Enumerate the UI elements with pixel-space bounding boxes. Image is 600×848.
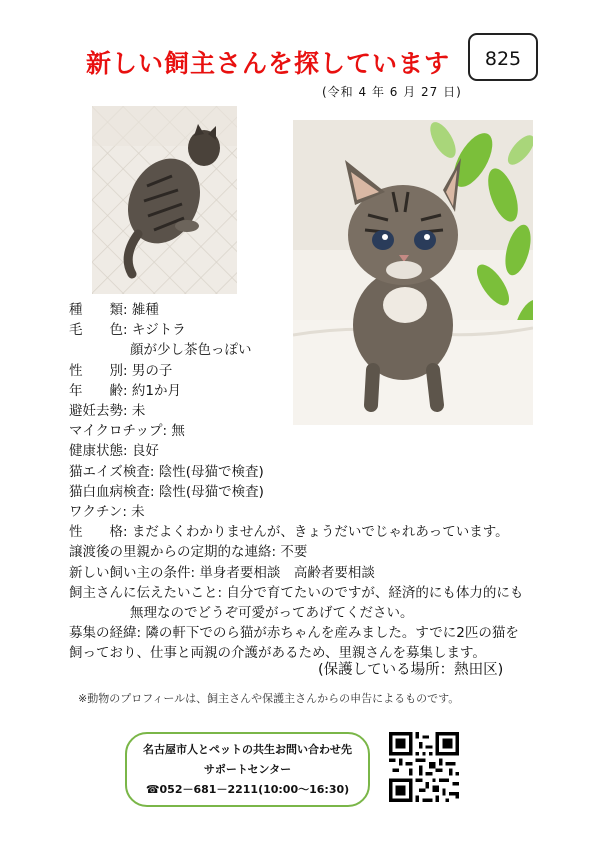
profile-value: 男の子 <box>127 362 173 379</box>
protection-location: (保護している場所：熱田区) <box>318 662 504 678</box>
profile-label: 年 齢: <box>69 382 128 399</box>
profile-row <box>69 563 375 583</box>
profile-row <box>69 502 145 522</box>
id-number-badge: 825 <box>468 33 538 81</box>
profile-value: 良好 <box>127 443 159 460</box>
contact-organization: 名古屋市人とペットの共生お問い合わせ先 <box>143 743 352 756</box>
profile-value: 飼っており、仕事と両親の介護があるため、里親さんを募集します。 <box>69 645 486 662</box>
profile-value: 陰性(母猫で検査) <box>154 483 264 500</box>
profile-label: 募集の経緯: <box>69 625 142 642</box>
profile-label: 猫白血病検査: <box>69 483 155 500</box>
profile-label: 毛 色: <box>69 322 128 339</box>
profile-value: 雑種 <box>127 302 159 318</box>
profile-label: 避妊去勢: <box>69 403 128 419</box>
profile-disclaimer: ※動物のプロフィールは、飼主さんや保護主さんからの申告によるものです。 <box>78 692 460 705</box>
profile-value: 陰性(母猫で検査) <box>154 463 264 480</box>
contact-box <box>125 732 370 807</box>
profile-row <box>69 623 519 643</box>
kitten-photo-front <box>293 120 533 425</box>
profile-label: 新しい飼い主の条件: <box>69 564 196 581</box>
contact-phone: ☎052－681－2211(10:00～16:30) <box>145 783 350 796</box>
profile-label: 性 格: <box>69 524 128 541</box>
profile-value: 無 <box>167 423 185 440</box>
posted-date: (令和 4 年 6 月 27 日) <box>322 85 462 99</box>
profile-row <box>69 300 159 320</box>
profile-row <box>69 381 181 401</box>
profile-row <box>69 482 264 502</box>
profile-value: 不要 <box>276 544 308 561</box>
profile-label: 性 別: <box>69 362 128 379</box>
profile-label: 飼主さんに伝えたいこと: <box>69 584 223 601</box>
profile-label: 健康状態: <box>69 443 128 460</box>
profile-value: まだよくわかりませんが、きょうだいでじゃれあっています。 <box>127 524 509 541</box>
profile-row <box>130 603 414 623</box>
profile-row <box>69 421 185 441</box>
profile-value: 隣の軒下でのら猫が赤ちゃんを産みました。すでに2匹の猫を <box>141 625 519 642</box>
profile-row <box>69 441 159 461</box>
profile-row <box>69 361 172 381</box>
profile-row <box>69 401 145 421</box>
profile-label: 猫エイズ検査: <box>69 463 155 480</box>
qr-code-icon[interactable] <box>389 732 459 802</box>
profile-value: 顔が少し茶色っぽい <box>130 342 252 359</box>
profile-label: ワクチン: <box>69 504 127 520</box>
profile-row <box>69 583 523 603</box>
profile-label: 譲渡後の里親からの定期的な連絡: <box>69 544 277 561</box>
profile-label: 種 類: <box>69 302 128 318</box>
profile-value: 未 <box>127 403 146 419</box>
contact-center-name: サポートセンター <box>203 763 292 776</box>
page-title: 新しい飼主さんを探しています <box>86 49 451 78</box>
profile-value: 単身者要相談 高齢者要相談 <box>195 564 375 581</box>
kitten-photo-back <box>92 106 237 294</box>
profile-row <box>130 340 252 360</box>
profile-value: 約1か月 <box>127 382 181 399</box>
profile-value: 未 <box>126 504 145 520</box>
profile-row <box>69 542 307 562</box>
profile-value: 自分で育てたいのですが、経済的にも体力的にも <box>222 584 524 601</box>
profile-label: マイクロチップ: <box>69 423 168 440</box>
profile-row <box>69 320 186 340</box>
profile-row <box>69 462 264 482</box>
profile-row <box>69 522 509 542</box>
profile-value: 無理なのでどうぞ可愛がってあげてください。 <box>130 605 414 621</box>
profile-value: キジトラ <box>127 322 186 339</box>
